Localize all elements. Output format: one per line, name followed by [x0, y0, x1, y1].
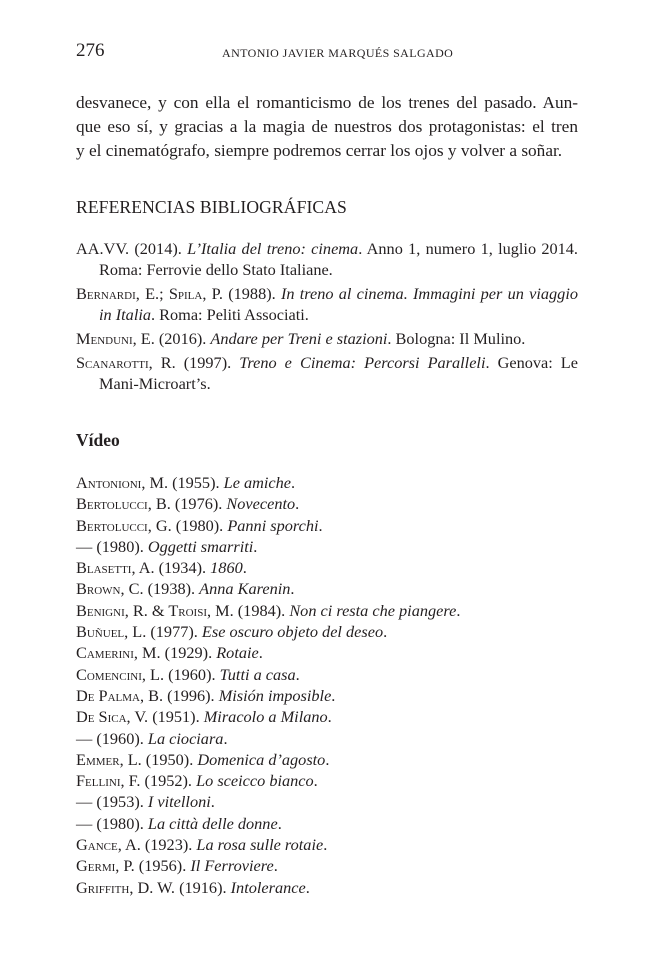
reference-entry [76, 352, 578, 394]
video-year: (1956). [134, 856, 191, 876]
reference-author: Scanarotti, R. [76, 353, 176, 372]
paragraph-line: que eso sí, y gracias a la magia de nuestros dos protagonistas: el tren [76, 117, 578, 136]
video-entry [76, 749, 578, 770]
video-entry [76, 855, 578, 876]
video-year: (1938). [143, 579, 200, 599]
video-period: . [277, 813, 282, 833]
video-author: Bertolucci, B. [76, 494, 171, 514]
video-entry [76, 664, 578, 685]
video-author: — [76, 728, 93, 748]
video-year: (1955). [168, 473, 224, 492]
video-period: . [323, 835, 328, 855]
video-period: . [258, 643, 263, 663]
video-author: De Sica, V. [76, 707, 149, 727]
video-year: (1950). [141, 749, 198, 769]
reference-entry [76, 283, 578, 325]
video-year: (1996). [163, 685, 219, 705]
video-period: . [210, 792, 215, 812]
video-year: (1960). [92, 728, 148, 748]
reference-year: (1988). [222, 284, 281, 303]
video-title: Misión imposible [218, 685, 332, 705]
video-entry [76, 472, 578, 493]
video-year: (1923). [140, 835, 197, 855]
video-title: Ese oscuro objeto del deseo [201, 622, 384, 642]
video-author: Emmer, L. [76, 749, 142, 769]
video-year: (1984). [233, 600, 290, 620]
reference-line: Roma: Ferrovie dello Stato Italiane. [99, 260, 333, 279]
video-entry [76, 578, 578, 599]
video-period: . [291, 473, 296, 492]
video-author: Buñuel, L. [76, 622, 147, 642]
reference-details: . Roma: Peliti Associati. [151, 305, 309, 324]
video-year: (1929). [160, 643, 217, 663]
reference-line [76, 352, 578, 373]
video-entry [76, 770, 578, 791]
video-title: Non ci resta che piangere [289, 600, 457, 620]
video-period: . [383, 622, 388, 642]
video-author: Camerini, M. [76, 643, 161, 663]
reference-line: Mani-Microart’s. [99, 374, 211, 393]
video-title: Miracolo a Milano [203, 707, 328, 727]
reference-author: Menduni, E. [76, 329, 155, 348]
video-author: — [76, 792, 93, 812]
video-year: (1980). [92, 813, 148, 833]
video-year: (1951). [148, 707, 204, 727]
reference-title: Andare per Treni e stazioni [210, 329, 388, 348]
video-author: Griffith, D. W. [76, 877, 176, 897]
paragraph-line: y el cinematógrafo, siempre podremos cerrar los ojos y volver a soñar. [76, 141, 563, 160]
video-title: Le amiche [223, 473, 292, 492]
reference-line [76, 238, 579, 259]
reference-line [76, 328, 578, 349]
video-author: Benigni, R. & Troisi, M. [76, 600, 234, 620]
video-period: . [295, 494, 300, 514]
reference-details: . Genova: Le [485, 353, 578, 372]
reference-line [99, 304, 578, 325]
video-title: Panni sporchi [227, 515, 319, 535]
video-period: . [223, 728, 228, 748]
reference-author: Bernardi, E.; Spila, P. [76, 284, 223, 303]
video-entry [76, 493, 578, 514]
video-title: Rotaie [216, 643, 259, 663]
video-year: (1960). [164, 664, 220, 684]
video-period: . [242, 558, 247, 578]
video-author: — [76, 813, 93, 833]
reference-author: AA.VV. [76, 239, 130, 258]
reference-year: (1997). [175, 353, 240, 372]
video-author: Fellini, F. [76, 771, 141, 791]
video-title: La città delle donne [147, 813, 278, 833]
page-header [76, 40, 576, 64]
video-author: Blasetti, A. [76, 558, 155, 578]
video-title: La ciociara [147, 728, 224, 748]
video-author: De Palma, B. [76, 685, 164, 705]
video-list [76, 472, 578, 898]
video-entry [76, 706, 578, 727]
video-period: . [313, 771, 318, 791]
video-year: (1977). [146, 622, 202, 642]
video-year: (1916). [175, 877, 231, 897]
video-period: . [253, 536, 258, 556]
reference-title: In treno al cinema. Immagini per un viaggio [280, 284, 578, 303]
video-author: Bertolucci, G. [76, 515, 172, 535]
reference-year: (2014). [129, 239, 188, 258]
video-author: Gance, A. [76, 835, 141, 855]
reference-title: Treno e Cinema: Percorsi Paralleli [239, 353, 486, 372]
video-author: Comencini, L. [76, 664, 165, 684]
video-entry [76, 877, 578, 898]
reference-entry [76, 328, 578, 349]
video-year: (1952). [140, 771, 197, 791]
video-author: — [76, 536, 93, 556]
references-list [76, 238, 578, 397]
video-entry [76, 813, 578, 834]
reference-details: . Anno 1, numero 1, luglio 2014. [358, 239, 579, 258]
video-title: Anna Karenin [199, 579, 291, 599]
video-title: Lo sceicco bianco [196, 771, 314, 791]
reference-details: . Bologna: Il Mulino. [387, 329, 526, 348]
video-entry [76, 728, 578, 749]
video-period: . [295, 664, 300, 684]
reference-year: (2016). [154, 329, 211, 348]
video-heading: Vídeo [76, 430, 120, 450]
reference-entry [76, 238, 578, 280]
video-period: . [331, 685, 336, 705]
video-entry [76, 557, 578, 578]
video-author: Antonioni, M. [76, 473, 169, 492]
video-period: . [327, 707, 332, 727]
video-period: . [290, 579, 295, 599]
video-entry [76, 600, 578, 621]
reference-title: L’Italia del treno: cinema [187, 239, 359, 258]
reference-title-continued: in Italia [99, 305, 152, 324]
video-year: (1980). [171, 515, 228, 535]
video-title: Oggetti smarriti [147, 536, 254, 556]
reference-line [76, 283, 578, 304]
video-title: 1860 [210, 558, 243, 578]
running-head: ANTONIO JAVIER MARQUÉS SALGADO [222, 46, 454, 60]
video-entry [76, 621, 578, 642]
video-year: (1934). [154, 558, 211, 578]
video-title: Intolerance [230, 877, 306, 897]
video-period: . [273, 856, 278, 876]
closing-paragraph [76, 91, 578, 163]
page-number: 276 [76, 40, 105, 61]
video-entry [76, 834, 578, 855]
video-title: La rosa sulle rotaie [196, 835, 324, 855]
video-title: Il Ferroviere [190, 856, 274, 876]
video-period: . [305, 877, 310, 897]
video-year: (1953). [92, 792, 148, 812]
video-year: (1980). [92, 536, 148, 556]
video-author: Germi, P. [76, 856, 135, 876]
video-period: . [325, 749, 330, 769]
video-title: I vitelloni [147, 792, 211, 812]
video-entry [76, 515, 578, 536]
video-title: Domenica d’agosto [197, 749, 326, 769]
video-entry [76, 536, 578, 557]
paragraph-line: desvanece, y con ella el romanticismo de los trenes del pasado. Aun- [76, 93, 578, 112]
video-entry [76, 642, 578, 663]
video-year: (1976). [170, 494, 227, 514]
video-title: Novecento [226, 494, 296, 514]
video-entry [76, 685, 578, 706]
video-entry [76, 791, 578, 812]
video-author: Brown, C. [76, 579, 144, 599]
video-period: . [456, 600, 461, 620]
references-heading: REFERENCIAS BIBLIOGRÁFICAS [76, 197, 347, 217]
video-title: Tutti a casa [219, 664, 296, 684]
video-period: . [318, 515, 323, 535]
